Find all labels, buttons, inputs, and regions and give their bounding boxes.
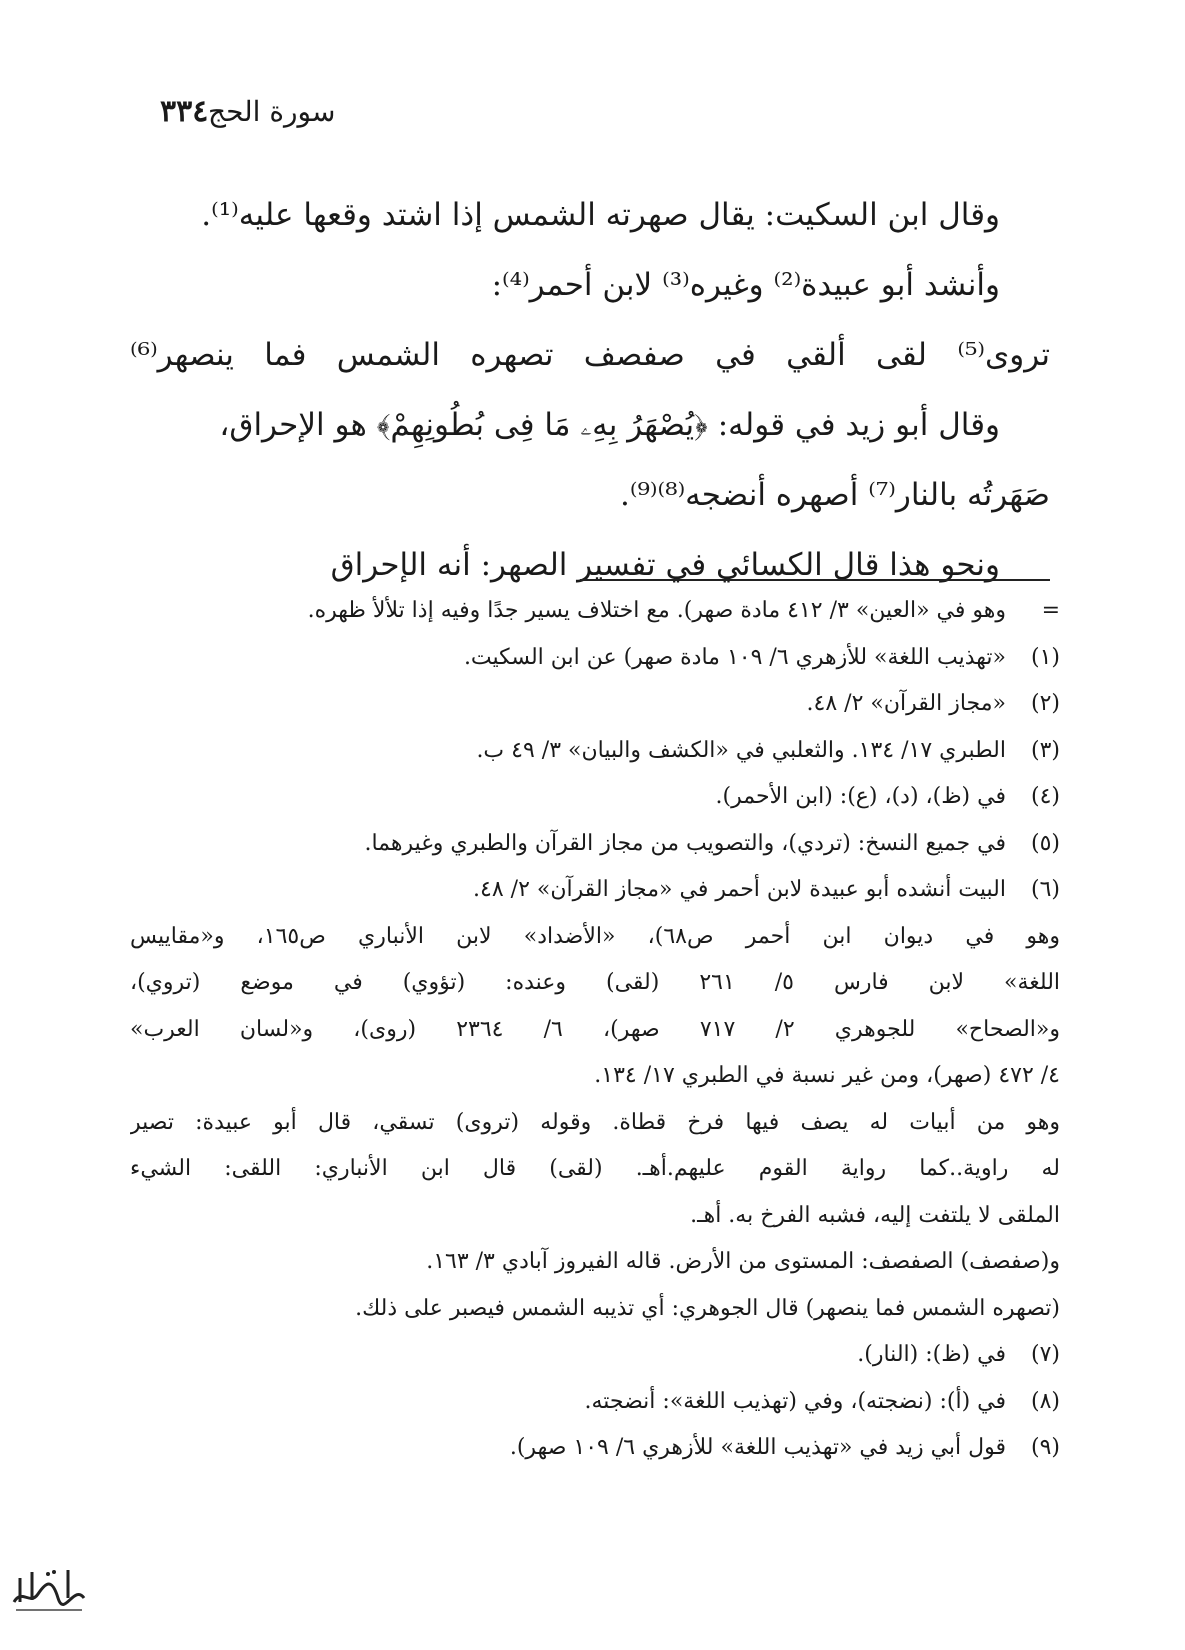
- main-line-5: صَهَرتُه بالنار⁽⁷⁾ أصهره أنضجه⁽⁸⁾⁽⁹⁾.: [619, 477, 1050, 513]
- footnote-text: في جميع النسخ: (تردي)، والتصويب من مجاز القرآن والطبري وغيرهما.: [364, 830, 1006, 856]
- footnote-number: (١): [1030, 644, 1060, 670]
- footnote-5: [130, 821, 1060, 868]
- main-line-6: ونحو هذا قال الكسائي في تفسير الصهر: أنه الإحراق: [330, 547, 1000, 583]
- footnote-2: [130, 681, 1060, 728]
- footnote-6-line: و(صفصف) الصفصف: المستوى من الأرض. قاله الفيروز آبادي ٣/ ١٦٣.: [426, 1249, 1060, 1274]
- footnote-number: (٧): [1030, 1342, 1060, 1367]
- library-stamp-icon: [8, 1558, 90, 1620]
- footnote-number: (٩): [1030, 1435, 1060, 1460]
- footnote-6: [130, 867, 1060, 914]
- main-line-2: وأنشد أبو عبيدة⁽²⁾ وغيره⁽³⁾ لابن أحمر⁽⁴⁾:: [491, 267, 1000, 303]
- main-line-1: وقال ابن السكيت: يقال صهرته الشمس إذا اشتد وقعها عليه⁽¹⁾.: [201, 197, 1000, 233]
- footnote-number: (٢): [1030, 691, 1060, 716]
- continuation-text: وهو في «العين» ٣/ ٤١٢ مادة صهر). مع اختلاف يسير جدًا وفيه إذا تلألأ ظهره.: [307, 598, 1006, 623]
- footnote-number: (٣): [1030, 737, 1060, 763]
- page-number: ٣٣٤: [160, 94, 209, 129]
- footnote-6-line: الملقى لا يلتفت إليه، فشبه الفرخ به. أهـ.: [690, 1202, 1060, 1228]
- footnote-1: [130, 635, 1060, 682]
- footnote-text: قول أبي زيد في «تهذيب اللغة» للأزهري ٦/ ١٠٩ صهر).: [509, 1435, 1006, 1460]
- main-line-4: وقال أبو زيد في قوله: ﴿يُصْهَرُ بِهِۦ مَا فِى بُطُونِهِمْ﴾ هو الإحراق،: [219, 407, 1000, 443]
- footnote-number: (٤): [1030, 784, 1060, 809]
- footnotes: [130, 588, 1060, 1472]
- footnote-4: [130, 774, 1060, 821]
- footnote-3: [130, 728, 1060, 775]
- footnote-number: (٦): [1030, 877, 1060, 902]
- continuation-mark: =: [1041, 598, 1060, 623]
- footnote-6-line: (تصهره الشمس فما ينصهر) قال الجوهري: أي تذيبه الشمس فيصبر على ذلك.: [355, 1295, 1060, 1321]
- footnote-separator: [580, 579, 1050, 581]
- footnote-text: في (ظ)، (د)، (ع): (ابن الأحمر).: [715, 784, 1006, 809]
- footnote-6-line: وهو في ديوان ابن أحمر ص٦٨)، «الأضداد» لابن الأنباري ص١٦٥، و«مقاييس: [130, 923, 1060, 949]
- footnote-6-line: اللغة» لابن فارس ٥/ ٢٦١ (لقى) وعنده: (تؤوي) في موضع (تروي)،: [130, 970, 1060, 995]
- footnote-continuation: [130, 588, 1060, 635]
- footnote-text: «مجاز القرآن» ٢/ ٤٨.: [806, 691, 1006, 716]
- footnote-text: «تهذيب اللغة» للأزهري ٦/ ١٠٩ مادة صهر) عن ابن السكيت.: [463, 644, 1006, 670]
- footnote-6-line: وهو من أبيات له يصف فيها فرخ قطاة. وقوله (تروى) تسقي، قال أبو عبيدة: تصير: [130, 1109, 1060, 1135]
- footnote-number: (٥): [1030, 830, 1060, 856]
- footnote-6-line: و«الصحاح» للجوهري ٢/ ٧١٧ صهر)، ٦/ ٢٣٦٤ (روى)، و«لسان العرب»: [130, 1016, 1060, 1042]
- footnote-text: الطبري ١٧/ ١٣٤. والثعلبي في «الكشف والبيان» ٣/ ٤٩ ب.: [476, 737, 1006, 763]
- footnote-text: في (أ): (نضجته)، وفي (تهذيب اللغة»: أنضجته.: [584, 1388, 1006, 1414]
- surah-title: سورة الحج: [208, 95, 336, 128]
- footnote-text: البيت أنشده أبو عبيدة لابن أحمر في «مجاز القرآن» ٢/ ٤٨.: [473, 877, 1006, 902]
- footnote-6-line: ٤/ ٤٧٢ (صهر)، ومن غير نسبة في الطبري ١٧/ ١٣٤.: [594, 1063, 1060, 1088]
- stamp-graphic: [8, 1558, 90, 1620]
- footnote-7: [130, 1332, 1060, 1379]
- footnote-number: (٨): [1030, 1388, 1060, 1414]
- poetry-verse: تروى⁽⁵⁾ لقى ألقي في صفصف تصهره الشمس فما ينصهر⁽⁶⁾: [130, 337, 1050, 373]
- main-text: [130, 180, 1050, 600]
- footnote-text: في (ظ): (النار).: [857, 1342, 1006, 1367]
- footnote-9: [130, 1425, 1060, 1472]
- footnote-6-line: له راوية..كما رواية القوم عليهم.أهـ. (لقى) قال ابن الأنباري: اللقى: الشيء: [130, 1156, 1060, 1181]
- footnote-8: [130, 1379, 1060, 1426]
